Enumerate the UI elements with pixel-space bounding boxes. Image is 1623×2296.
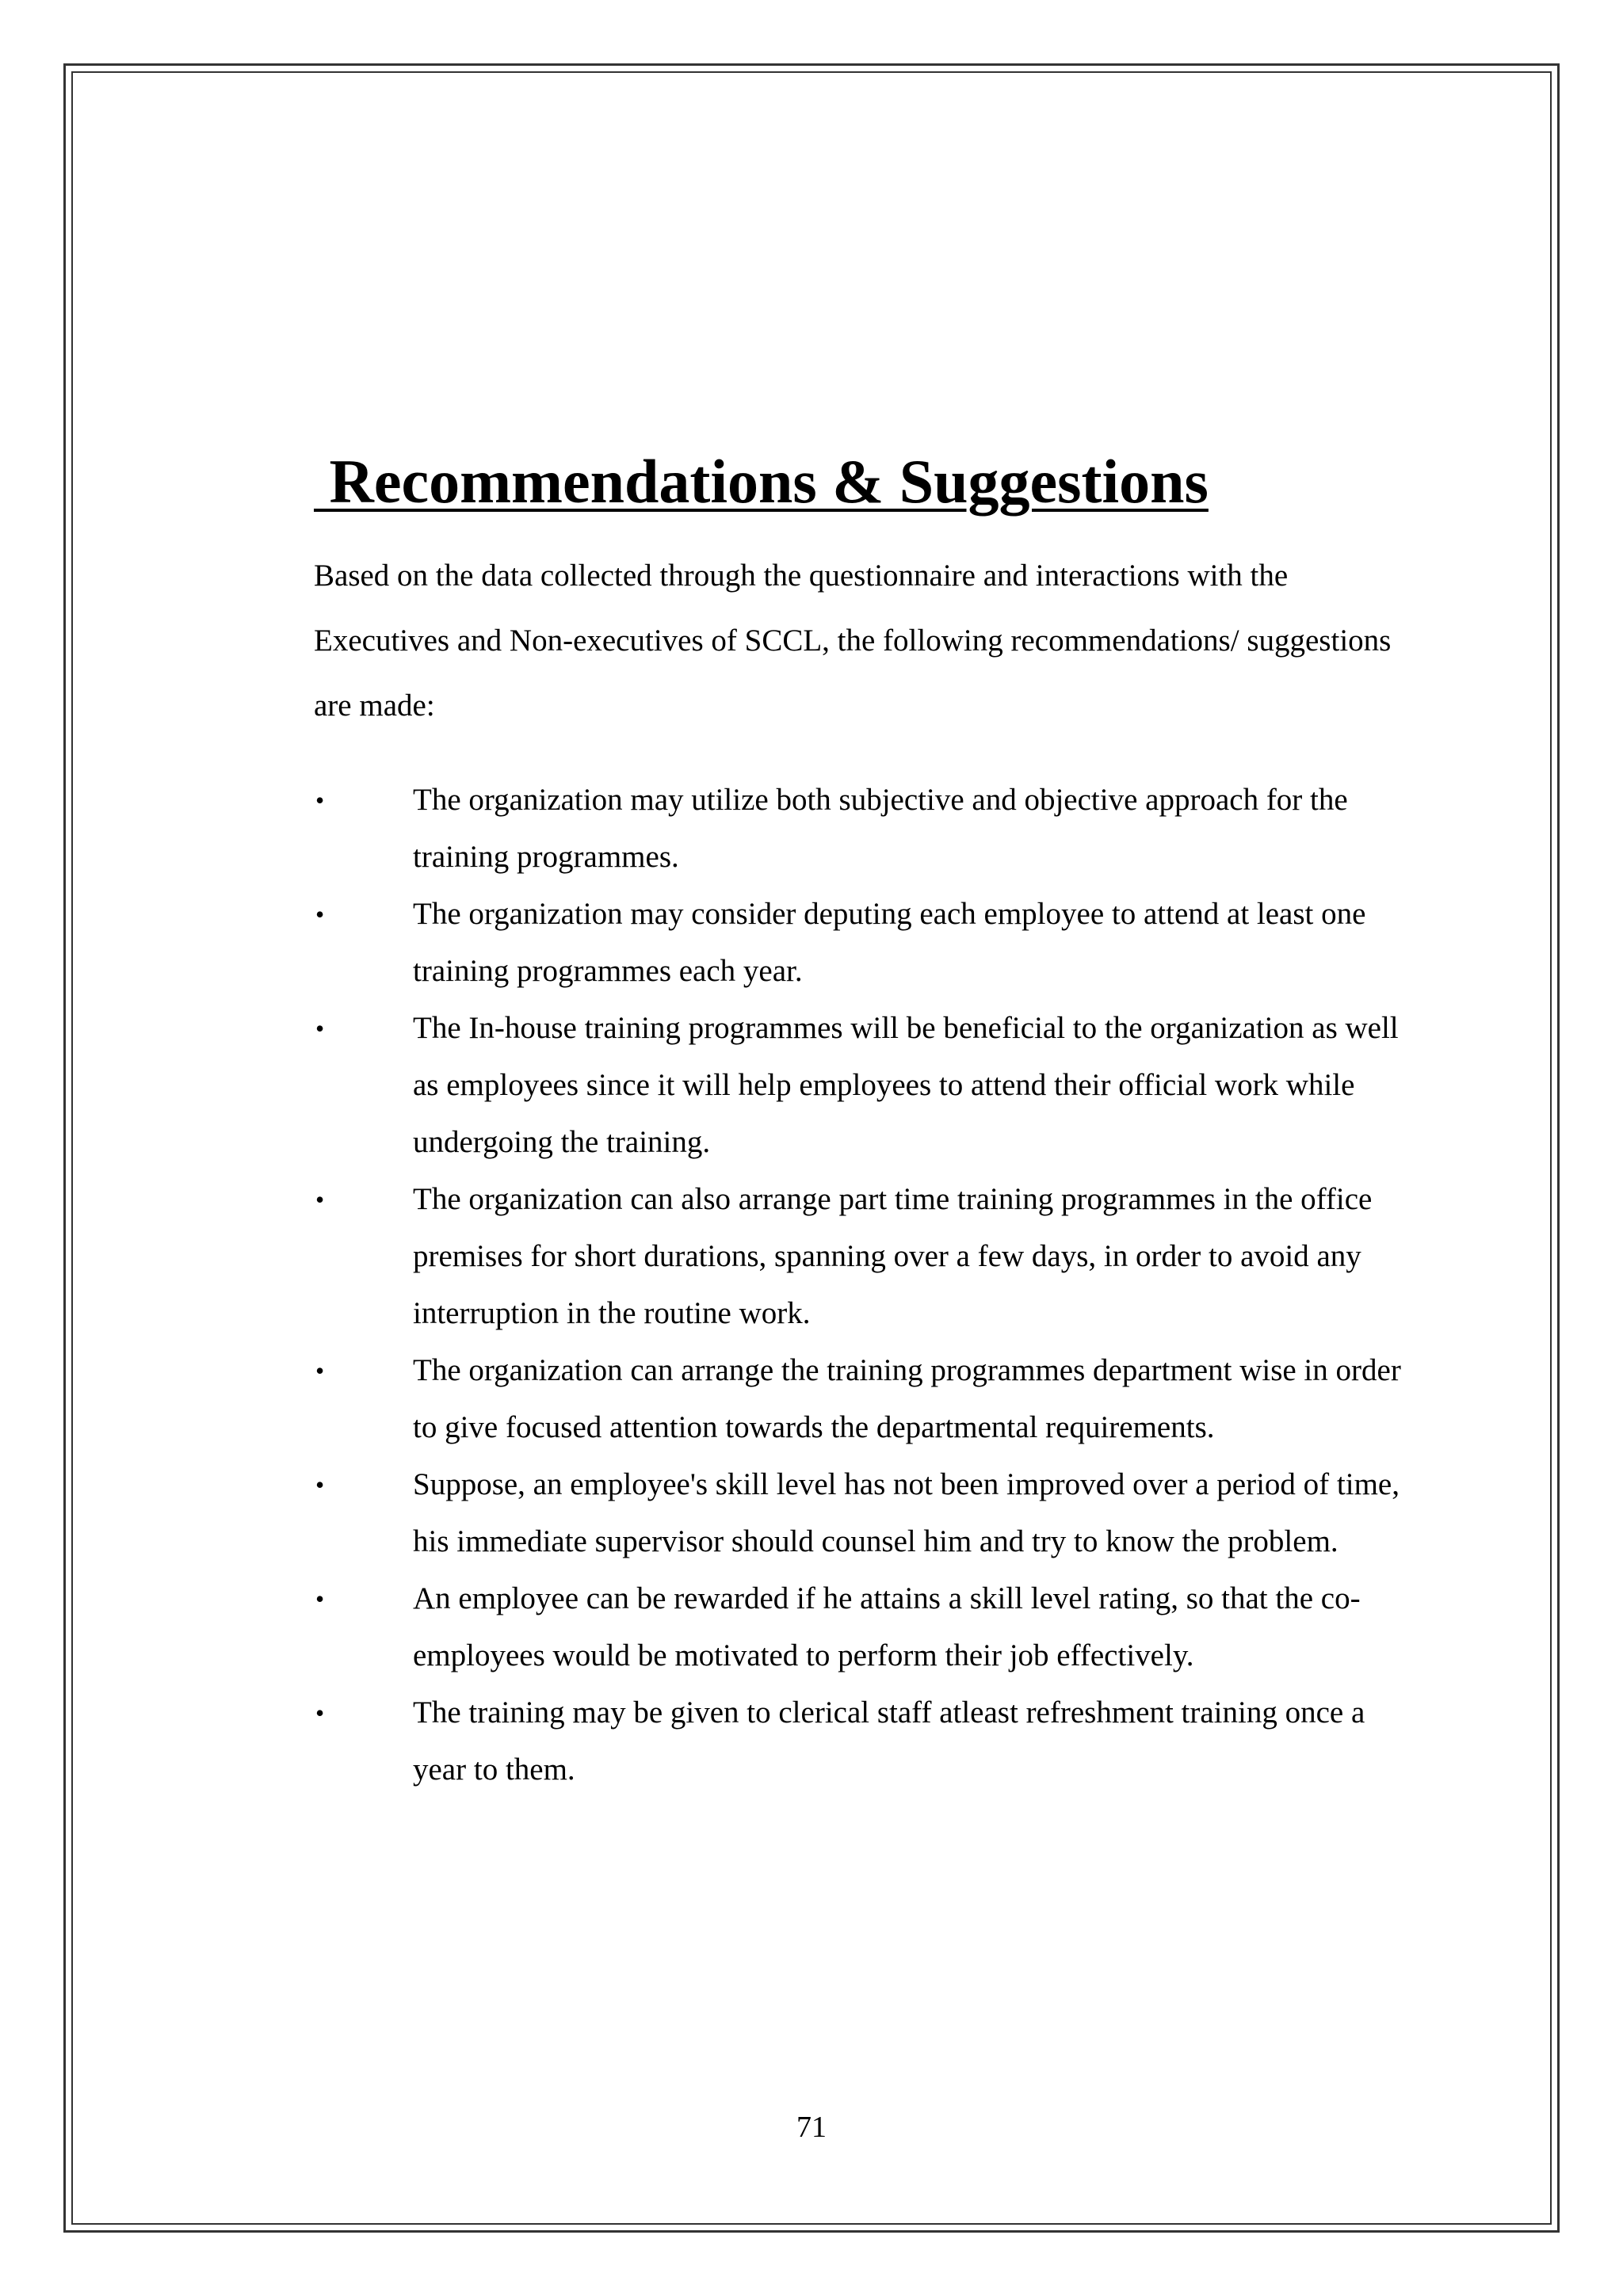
page-number: 71: [796, 2111, 827, 2144]
item-line: training programmes each year.: [413, 954, 803, 988]
intro-paragraph: [314, 543, 1471, 738]
item-line: year to them.: [413, 1753, 575, 1787]
recommendation-item: [314, 1342, 1471, 1456]
item-line: The In-house training programmes will be beneficial to the organization as well: [413, 1011, 1399, 1045]
recommendation-item: [314, 1456, 1471, 1570]
item-line: The organization may consider deputing each employee to attend at least one: [413, 897, 1366, 931]
bullet-icon: •: [315, 900, 325, 929]
page-content: [314, 444, 1471, 1798]
bullet-icon: •: [315, 1585, 325, 1613]
item-line: The organization can arrange the training programmes department wise in order: [413, 1353, 1401, 1387]
recommendation-item: [314, 1684, 1471, 1798]
section-heading: Recommendations & Suggestions: [314, 447, 1209, 516]
bullet-icon: •: [315, 786, 325, 814]
item-line: training programmes.: [413, 840, 679, 874]
bullet-icon: •: [315, 1699, 325, 1727]
recommendation-item: [314, 772, 1471, 886]
recommendation-item: [314, 1171, 1471, 1342]
intro-line: Executives and Non-executives of SCCL, the following recommendations/ suggestions: [314, 624, 1392, 658]
item-line: Suppose, an employee's skill level has not been improved over a period of time,: [413, 1467, 1400, 1501]
recommendation-item: [314, 1000, 1471, 1171]
bullet-icon: •: [315, 1470, 325, 1499]
item-line: to give focused attention towards the departmental requirements.: [413, 1410, 1215, 1444]
item-line: The organization may utilize both subjective and objective approach for the: [413, 783, 1348, 817]
intro-line: Based on the data collected through the questionnaire and interactions with the: [314, 559, 1289, 593]
intro-line: are made:: [314, 688, 435, 723]
item-line: The organization can also arrange part time training programmes in the office: [413, 1182, 1373, 1216]
item-line: interruption in the routine work.: [413, 1296, 811, 1330]
recommendations-list: [314, 772, 1471, 1798]
item-line: An employee can be rewarded if he attains a skill level rating, so that the co-: [413, 1581, 1361, 1615]
item-line: premises for short durations, spanning over a few days, in order to avoid any: [413, 1239, 1361, 1273]
recommendation-item: [314, 1570, 1471, 1684]
bullet-icon: •: [315, 1356, 325, 1385]
item-line: as employees since it will help employees to attend their official work while: [413, 1068, 1355, 1102]
recommendation-item: [314, 886, 1471, 1000]
item-line: employees would be motivated to perform their job effectively.: [413, 1638, 1194, 1672]
bullet-icon: •: [315, 1185, 325, 1214]
bullet-icon: •: [315, 1014, 325, 1043]
item-line: his immediate supervisor should counsel him and try to know the problem.: [413, 1524, 1338, 1558]
item-line: The training may be given to clerical staff atleast refreshment training once a: [413, 1695, 1365, 1730]
item-line: undergoing the training.: [413, 1125, 711, 1159]
